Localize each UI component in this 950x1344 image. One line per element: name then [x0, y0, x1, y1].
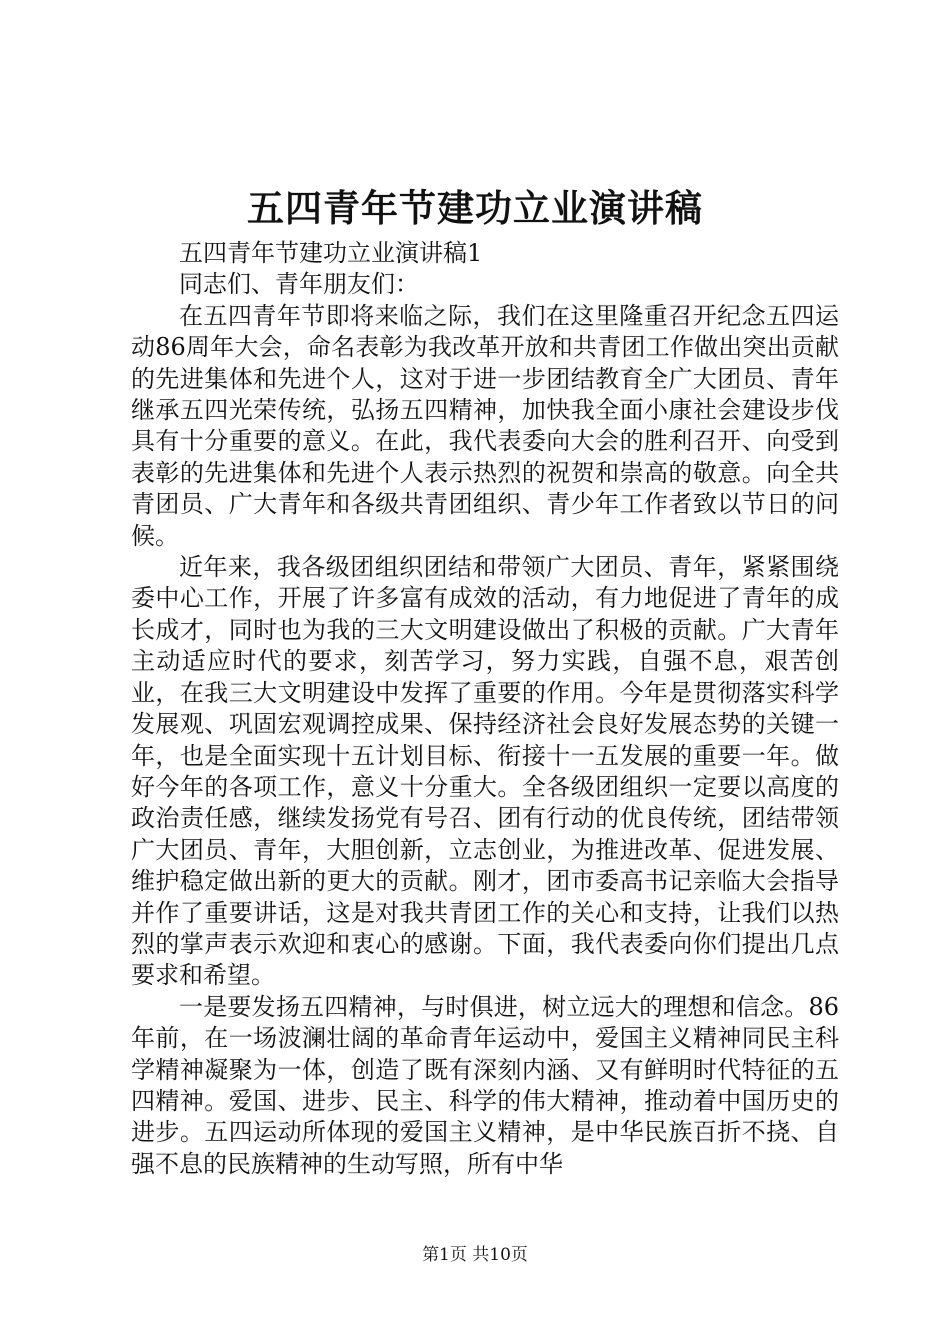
salutation-paragraph: 同志们、青年朋友们： [179, 270, 419, 299]
page-footer: 第1页 共10页 [422, 1245, 528, 1265]
body-paragraph: 在五四青年节即将来临之际，我们在这里隆重召开纪念五四运动86周年大会，命名表彰为我改革开放和共青团工作做出突出贡献的先进集体和先进个人，这对于进一步团结教育全广大团员、青年继承五四光荣传统，弘扬五四精神，加快我全面小康社会建设步伐具有十分重要的意义。在此，我代表委向大会的胜利召开、向受到表彰的先进集体和先进个人表示热烈的祝贺和崇高的敬意。向全共青团员、广大青年和各级共青团组织、青少年工作者致以节日的问候。 [131, 301, 839, 550]
subtitle-paragraph: 五四青年节建功立业演讲稿1 [179, 239, 483, 267]
body-paragraph: 一是要发扬五四精神，与时俱进，树立远大的理想和信念。86年前，在一场波澜壮阔的革命青年运动中，爱国主义精神同民主科学精神凝聚为一体，创造了既有深刻内涵、又有鲜明时代特征的五四精神。爱国、进步、民主、科学的伟大精神，推动着中国历史的进步。五四运动所体现的爱国主义精神，是中华民族百折不挠、自强不息的民族精神的生动写照，所有中华 [131, 992, 839, 1178]
body-paragraph: 近年来，我各级团组织团结和带领广大团员、青年，紧紧围绕委中心工作，开展了许多富有成效的活动，有力地促进了青年的成长成才，同时也为我的三大文明建设做出了积极的贡献。广大青年主动适应时代的要求，刻苦学习，努力实践，自强不息，艰苦创业，在我三大文明建设中发挥了重要的作用。今年是贯彻落实科学发展观、巩固宏观调控成果、保持经济社会良好发展态势的关键一年，也是全面实现十五计划目标、衔接十一五发展的重要一年。做好今年的各项工作，意义十分重大。全各级团组织一定要以高度的政治责任感，继续发扬党有号召、团有行动的优良传统，团结带领广大团员、青年，大胆创新，立志创业，为推进改革、促进发展、维护稳定做出新的更大的贡献。刚才，团市委高书记亲临大会指导并作了重要讲话，这是对我共青团工作的关心和支持，让我们以热烈的掌声表示欢迎和衷心的感谢。下面，我代表委向你们提出几点要求和希望。 [131, 553, 839, 990]
document-title: 五四青年节建功立业演讲稿 [247, 186, 703, 230]
document-body [131, 238, 839, 1180]
